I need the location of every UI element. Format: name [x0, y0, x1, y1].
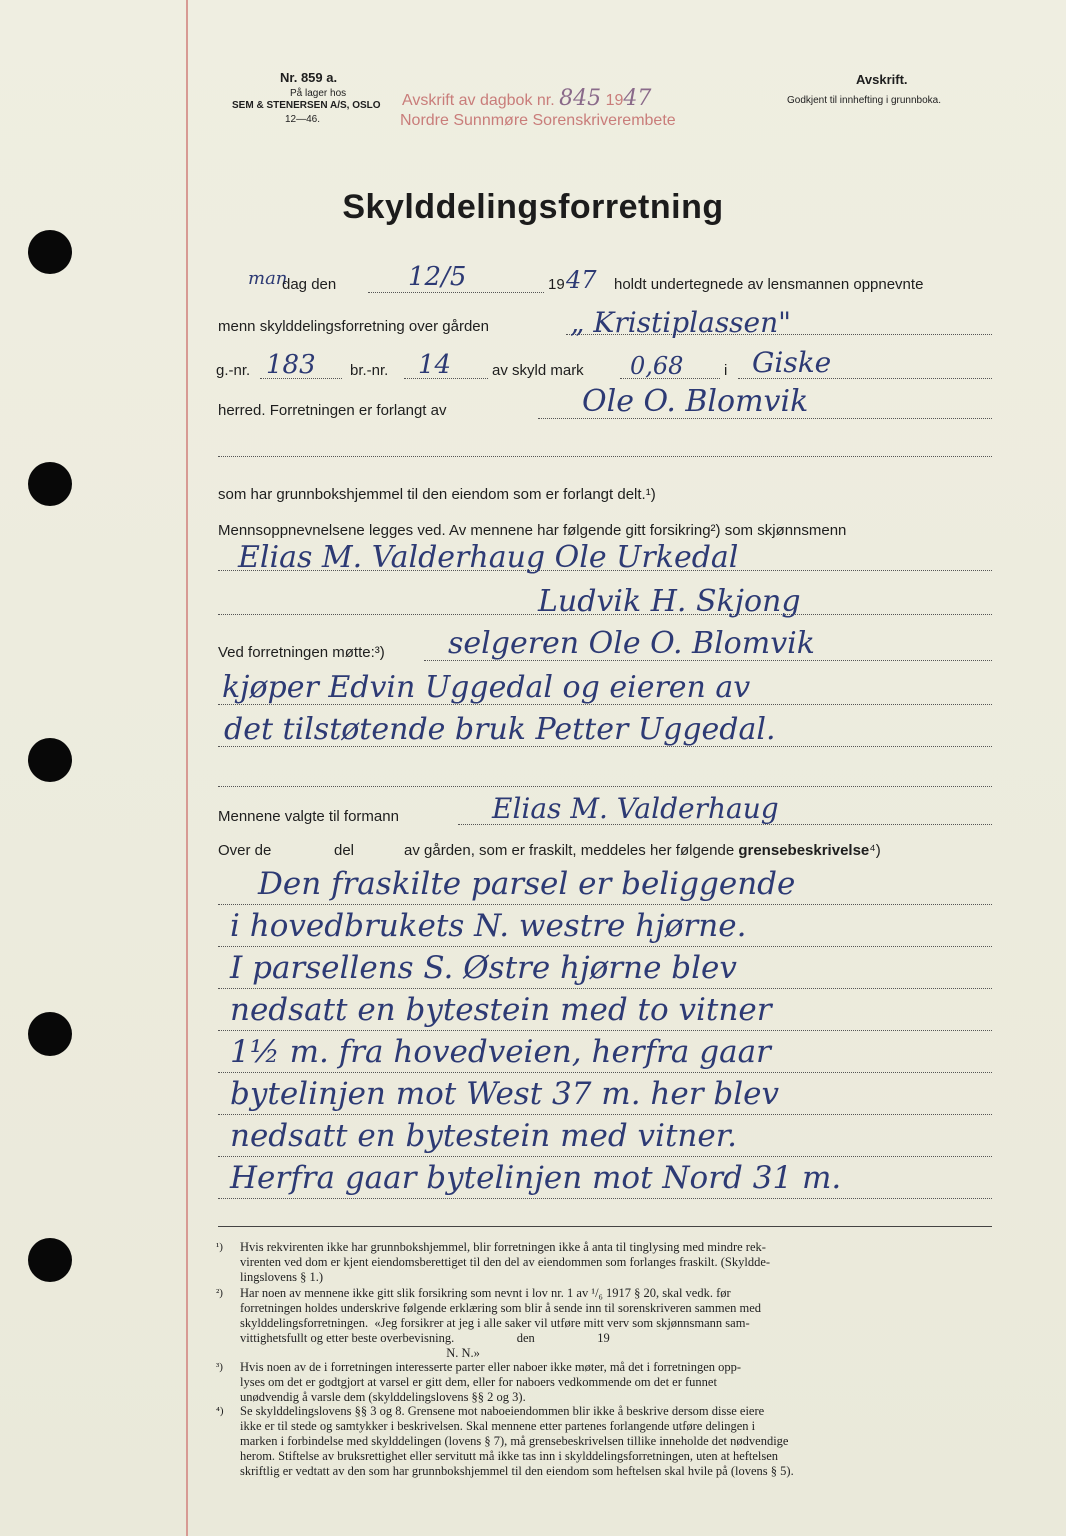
bnr-print: br.-nr.	[350, 362, 389, 379]
footnote-line: Har noen av mennene ikke gitt slik forsikring som nevnt i lov nr. 1 av ¹/₆ 1917 § 20, skal vedk. før	[240, 1286, 731, 1300]
men-line2-hand: Ludvik H. Skjong	[538, 584, 801, 619]
publisher-line1: På lager hos	[290, 88, 347, 99]
herred-hand: Giske	[752, 346, 832, 379]
requester-hand: Ole O. Blomvik	[582, 384, 809, 419]
footnote-number: ⁴)	[216, 1405, 224, 1417]
footnote-line: lingslovens § 1.)	[240, 1270, 323, 1284]
description-rule	[218, 946, 992, 947]
description-line: nedsatt en bytestein med to vitner	[230, 992, 772, 1028]
description-line: nedsatt en bytestein med vitner.	[230, 1118, 737, 1154]
farm-hand: „ Kristiplassen"	[570, 306, 792, 339]
bnr-hand: 14	[418, 350, 452, 380]
copy-label: Avskrift.	[856, 72, 908, 87]
footnote-line: Hvis noen av de i forretningen interesserte parter eller naboer ikke møter, må det i forretningen opp-	[240, 1360, 742, 1374]
description-line: i hovedbrukets N. westre hjørne.	[230, 908, 747, 944]
mote-hand3: det tilstøtende bruk Petter Uggedal.	[224, 712, 776, 747]
punch-hole-3	[28, 738, 72, 782]
footnote-number: ³)	[216, 1361, 223, 1373]
mote-hand1: selgeren Ole O. Blomvik	[448, 626, 815, 661]
publisher-line2: SEM & STENERSEN A/S, OSLO	[232, 100, 381, 111]
stamp-office: Nordre Sunnmøre Sorenskriverembete	[400, 112, 676, 129]
footnote	[218, 1360, 998, 1405]
date-hand: 12/5	[408, 262, 467, 292]
stamp-journal-label: Avskrift av dagbok nr.	[402, 92, 555, 109]
footnote-line: forretningen holdes underskrive følgende erklæring som blir å sende inn til sorenskriveren sammen med	[240, 1301, 762, 1315]
footnote	[218, 1404, 998, 1479]
skyld-hand: 0,68	[630, 352, 684, 380]
footnote-line: skriftlig er vedtatt av den som har grunnbokshjemmel til den eiendom som heftelsen skal hvile på (lovens § 5).	[240, 1464, 794, 1478]
grense-sup: ⁴)	[869, 842, 881, 859]
garden-line	[404, 842, 881, 859]
description-line: Den fraskilte parsel er beliggende	[258, 866, 796, 902]
garden-print: av gården, som er fraskilt, meddeles her følgende	[404, 842, 735, 859]
line1-print: holdt undertegnede av lensmannen oppnevnte	[614, 276, 924, 293]
formann-hand: Elias M. Valderhaug	[492, 792, 779, 825]
mote-hand2: kjøper Edvin Uggedal og eieren av	[222, 670, 751, 705]
skyld-print: av skyld mark	[492, 362, 584, 379]
footnote-line: virenten ved dom er kjent eiendomsberettiget til den del av eiendommen som forlanges fraskilt. (Skyldde-	[240, 1255, 771, 1269]
document-title: Skylddelingsforretning	[342, 188, 724, 226]
oppnevn-print: Mennsoppnevnelsene legges ved. Av mennene har følgende gitt forsikring²) som skjønnsmenn	[218, 522, 847, 539]
copy-approval: Godkjent til innhefting i grunnboka.	[787, 95, 941, 106]
punch-hole-1	[28, 230, 72, 274]
gnr-hand: 183	[266, 350, 316, 380]
date-rule	[368, 292, 544, 293]
footnote-line: N. N.»	[240, 1346, 480, 1360]
punch-hole-2	[28, 462, 72, 506]
over-de-print: Over de	[218, 842, 272, 859]
footnote-line: unødvendig å varsle dem (skylddelingslovens §§ 2 og 3).	[240, 1390, 526, 1404]
punch-hole-4	[28, 1012, 72, 1056]
day-print: dag den	[282, 276, 337, 293]
margin-line	[186, 0, 188, 1536]
description-rule	[218, 1030, 992, 1031]
footnote	[218, 1286, 998, 1361]
footnote-divider	[218, 1226, 992, 1227]
blank-rule-2	[218, 786, 992, 787]
footnote-line: vittighetsfullt og etter beste overbevisning. den 19	[240, 1331, 610, 1345]
stamp-year-hand: 47	[623, 86, 652, 111]
description-rule	[218, 1114, 992, 1115]
stamp-year-print: 19	[605, 92, 624, 109]
stamp-journal-line	[402, 86, 651, 111]
description-rule	[218, 1156, 992, 1157]
year-hand: 47	[566, 266, 597, 294]
publisher-line3: 12—46.	[285, 114, 321, 125]
i-print: i	[724, 362, 728, 379]
footnote-line: ikke er til stede og samtykker i beskrivelsen. Skal mennene etter partenes forlangende utføre delingen i	[240, 1419, 756, 1433]
footnote-line: herom. Stiftelse av bruksrettighet eller servitutt må ikke tas inn i skylddelingsforretningen, uten at heftelsen	[240, 1449, 779, 1463]
mote-print: Ved forretningen møtte:³)	[218, 644, 385, 661]
footnote-line: marken i forbindelse med skylddelingen (lovens § 7), må grensebeskrivelsen tillike inneholde det nødvendige	[240, 1434, 789, 1448]
formann-print: Mennene valgte til formann	[218, 808, 399, 825]
blank-rule-1	[218, 456, 992, 457]
punch-hole-5	[28, 1238, 72, 1282]
footnote-line: Se skylddelingslovens §§ 3 og 8. Grensene mot naboeiendommen blir ikke å beskrive dersom disse eiere	[240, 1404, 765, 1418]
footnote-line: Hvis rekvirenten ikke har grunnbokshjemmel, blir forretningen ikke å anta til tinglysing med mindre rek-	[240, 1240, 766, 1254]
description-line: Herfra gaar bytelinjen mot Nord 31 m.	[230, 1160, 842, 1196]
men-line1-hand: Elias M. Valderhaug Ole Urkedal	[238, 540, 739, 575]
form-number: Nr. 859 a.	[280, 70, 338, 85]
line2-print: menn skylddelingsforretning over gården	[218, 318, 489, 335]
footnote-line: lyses om det er godtgjort at varsel er gitt dem, eller for naboers vedkommende om det er funnet	[240, 1375, 717, 1389]
herred-print: herred. Forretningen er forlangt av	[218, 402, 447, 419]
description-line: 1½ m. fra hovedveien, herfra gaar	[230, 1034, 771, 1070]
footnote-line: skylddelingsforretningen. «Jeg forsikrer at jeg i alle saker vil utføre mitt verv som skjønnsmann sam-	[240, 1316, 750, 1330]
footnote-number: ¹)	[216, 1241, 223, 1253]
del-print: del	[334, 842, 355, 859]
stamp-journal-number: 845	[559, 86, 602, 111]
description-rule	[218, 988, 992, 989]
description-rule	[218, 1198, 992, 1199]
grense-bold: grensebeskrivelse	[738, 842, 870, 859]
year-print: 19	[548, 276, 565, 293]
hjemmel-print: som har grunnbokshjemmel til den eiendom som er forlangt delt.¹)	[218, 486, 656, 503]
footnote	[218, 1240, 998, 1285]
footnote-number: ²)	[216, 1287, 223, 1299]
gnr-print: g.-nr.	[216, 362, 251, 379]
description-line: I parsellens S. Østre hjørne blev	[230, 950, 737, 986]
description-line: bytelinjen mot West 37 m. her blev	[230, 1076, 780, 1112]
day-hand: man	[248, 268, 288, 289]
description-rule	[218, 1072, 992, 1073]
description-rule	[218, 904, 992, 905]
